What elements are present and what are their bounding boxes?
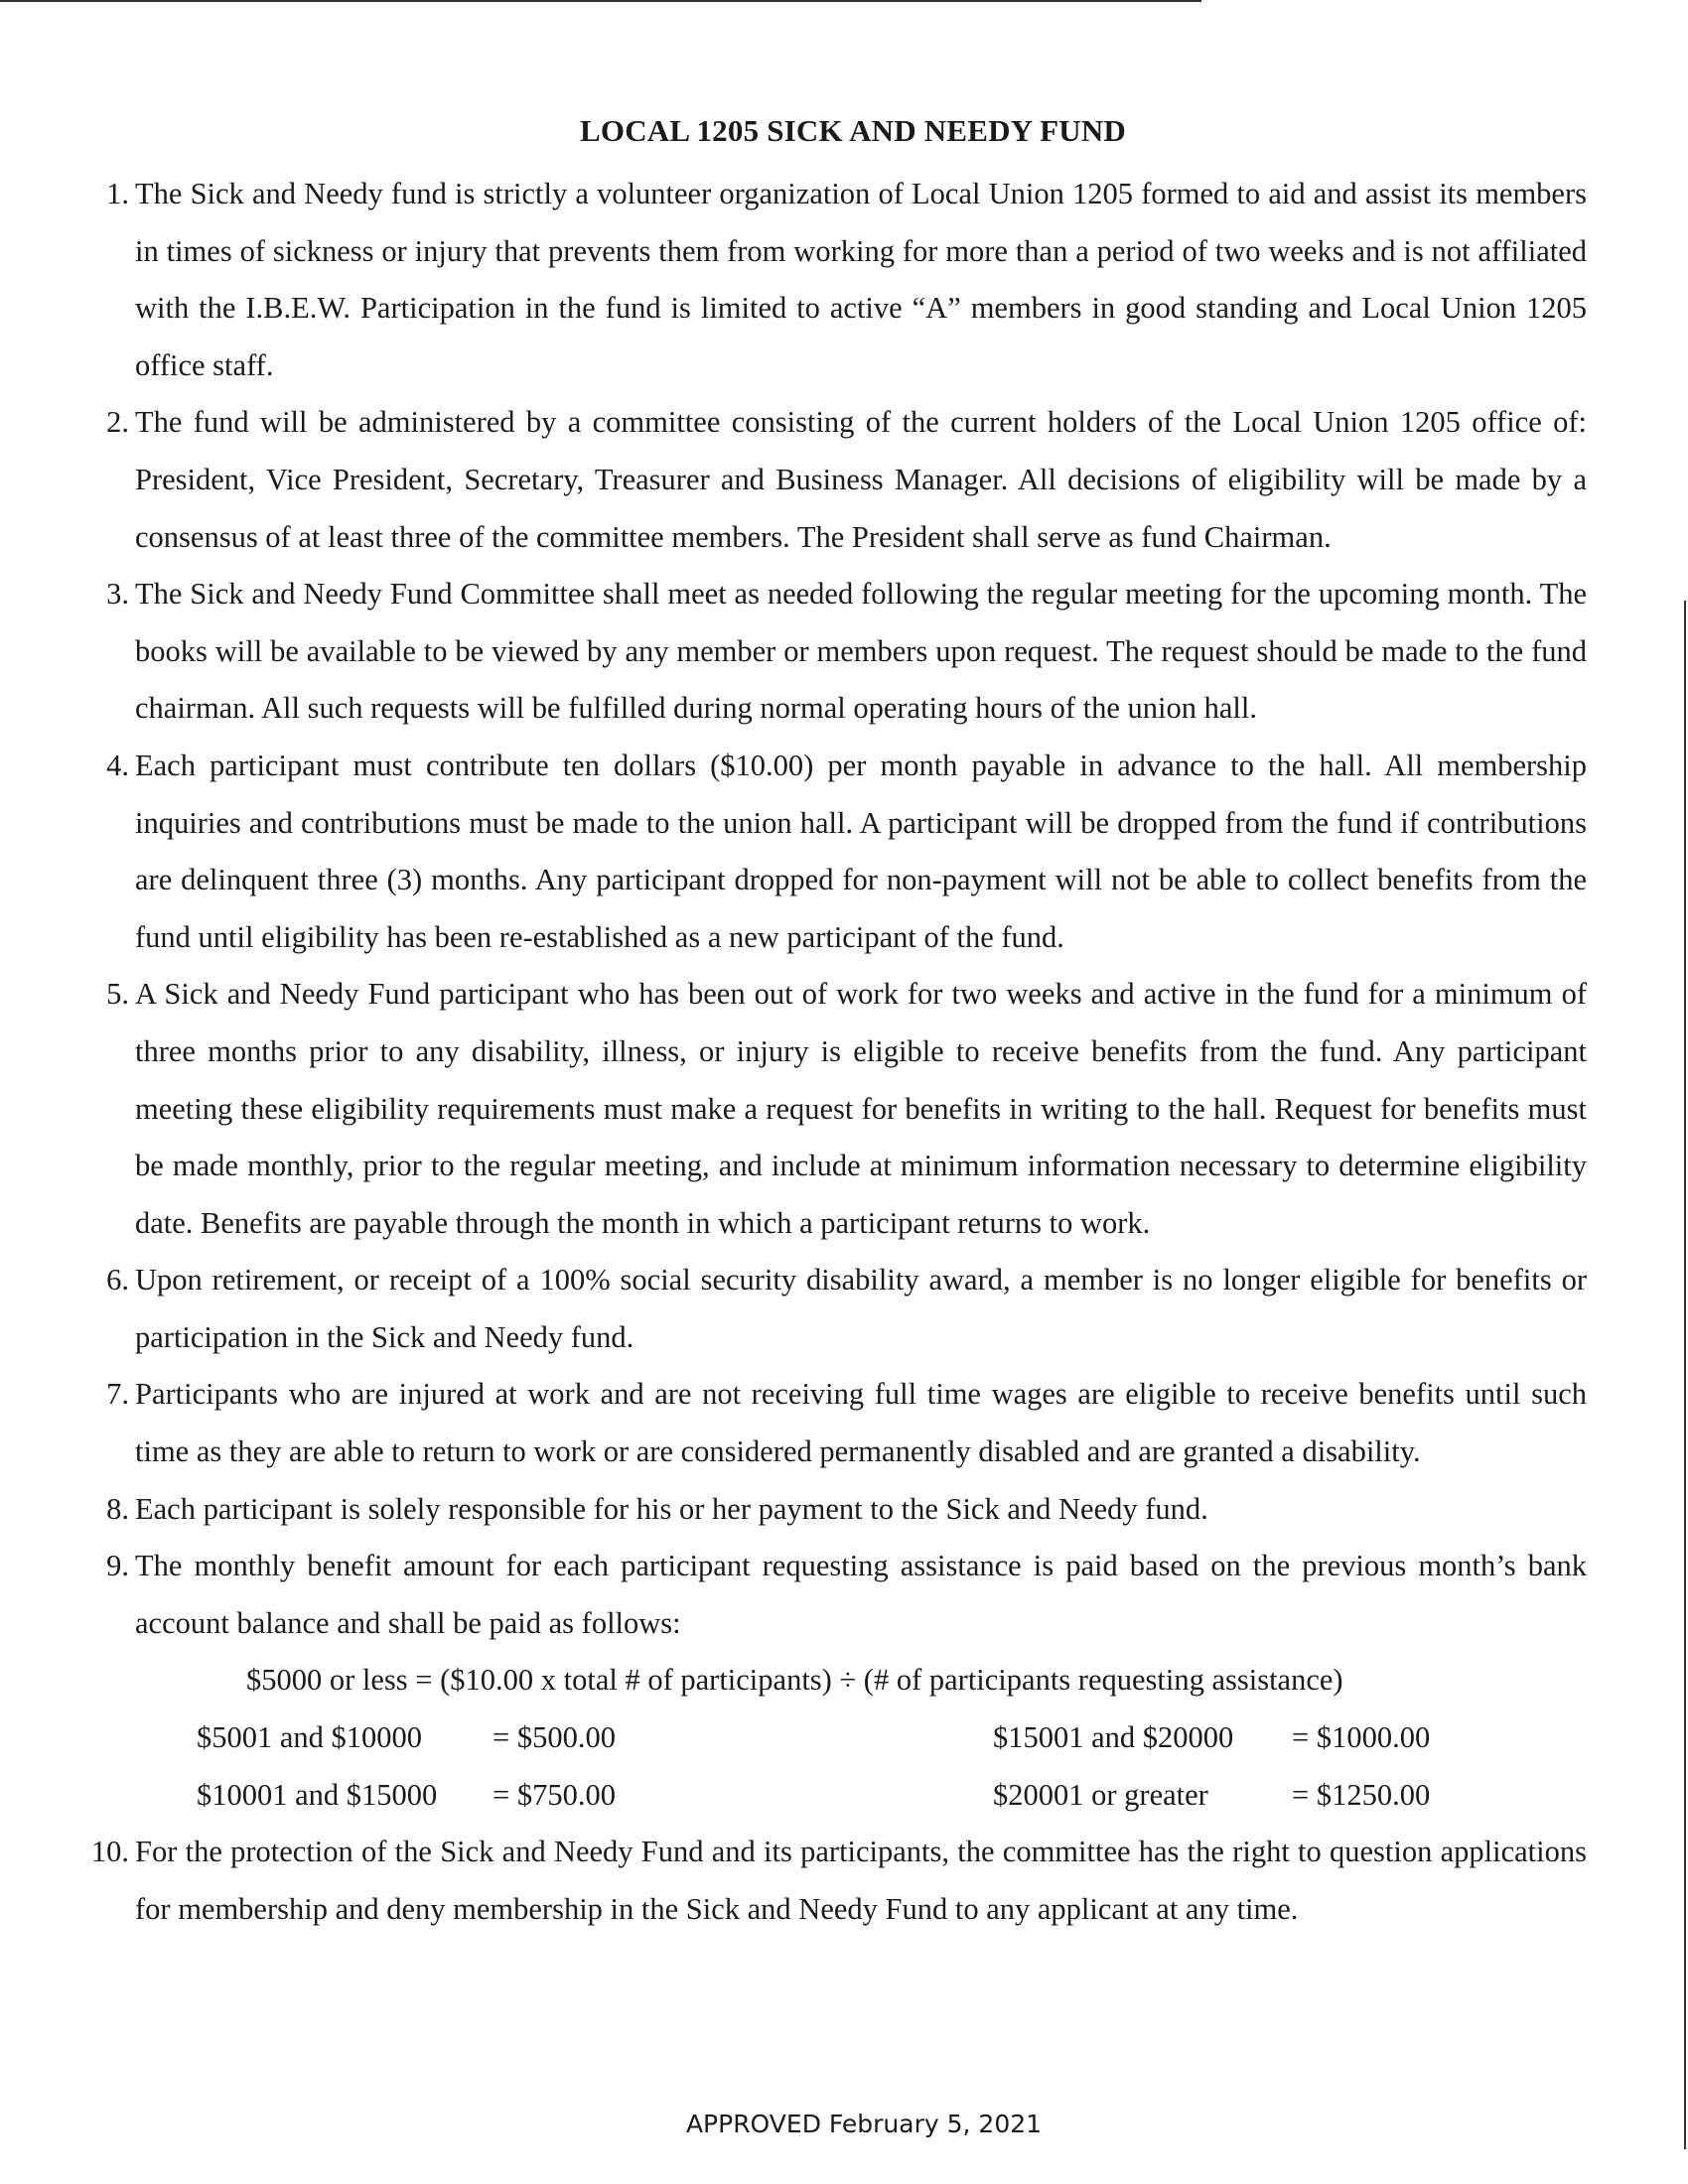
- item-text: Participants who are injured at work and are not receiving full time wages are eligible to receive benefits until such time as they are able to return to work or are considered permanently disabled and are granted a disability.: [135, 1377, 1587, 1469]
- balance-range: $20001 or greater: [993, 1777, 1208, 1812]
- item-number: 8.: [106, 1491, 129, 1526]
- benefit-row: [135, 1767, 1587, 1825]
- item-text: Each participant must contribute ten dollars ($10.00) per month payable in advance to the hall. All membership inquiries and contributions must be made to the union hall. A participant will be dropped from the fund if contributions are delinquent three (3) months. Any participant dropped for non-payment will not be able to collect benefits from the fund until eligibility has been re-established as a new participant of the fund.: [135, 748, 1587, 954]
- list-item: [0, 566, 1587, 738]
- item-number: 4.: [106, 748, 129, 782]
- item-text: The monthly benefit amount for each participant requesting assistance is paid based on the previous month’s bank account balance and shall be paid as follows:: [135, 1549, 1587, 1640]
- benefit-formula: $5000 or less = ($10.00 x total # of participants) ÷ (# of participants requesting assistance): [246, 1663, 1343, 1698]
- benefit-amount: = $750.00: [492, 1777, 616, 1812]
- item-number: 9.: [106, 1549, 129, 1583]
- balance-range: $15001 and $20000: [993, 1720, 1234, 1755]
- item-number: 6.: [106, 1263, 129, 1297]
- benefit-amount: = $1000.00: [1292, 1720, 1431, 1755]
- top-rule: [0, 0, 1201, 2]
- item-text: For the protection of the Sick and Needy Fund and its participants, the committee has the right to question applications for membership and deny membership in the Sick and Needy Fund to any applicant at any time.: [135, 1835, 1587, 1926]
- item-text: A Sick and Needy Fund participant who has been out of work for two weeks and active in the fund for a minimum of three months prior to any disability, illness, or injury is eligible to receive benefits from the fund. Any participant meeting these eligibility requirements must make a request for benefits in writing to the hall. Request for benefits must be made monthly, prior to the regular meeting, and include at minimum information necessary to determine eligibility date. Benefits are payable through the month in which a participant returns to work.: [135, 977, 1587, 1240]
- approval-footer: APPROVED February 5, 2021: [685, 2110, 1043, 2138]
- item-number: 5.: [106, 977, 129, 1012]
- item-text: The fund will be administered by a committee consisting of the current holders of the Local Union 1205 office of: President, Vice President, Secretary, Treasurer and Business Manager. All decisions of eligibility will be made by a consensus of at least three of the committee members. The President shall serve as fund Chairman.: [135, 405, 1587, 554]
- list-item: [0, 966, 1587, 1252]
- list-item: [0, 1252, 1587, 1366]
- item-number: 3.: [106, 577, 129, 612]
- list-item: [0, 738, 1587, 966]
- benefit-row: [135, 1709, 1587, 1767]
- list-item: [0, 1538, 1587, 1824]
- list-item: [0, 166, 1587, 394]
- list-item: [0, 1824, 1587, 1938]
- item-text: The Sick and Needy Fund Committee shall meet as needed following the regular meeting for the upcoming month. The books will be available to be viewed by any member or members upon request. The request should be made to the fund chairman. All such requests will be fulfilled during normal operating hours of the union hall.: [135, 577, 1587, 726]
- item-text: Each participant is solely responsible for his or her payment to the Sick and Needy fund.: [135, 1491, 1208, 1526]
- rules-list: [0, 166, 1688, 1938]
- item-text: Upon retirement, or receipt of a 100% social security disability award, a member is no longer eligible for benefits or participation in the Sick and Needy fund.: [135, 1263, 1587, 1354]
- item-text: The Sick and Needy fund is strictly a volunteer organization of Local Union 1205 formed to aid and assist its members in times of sickness or injury that prevents them from working for more than a period of two weeks and is not affiliated with the I.B.E.W. Participation in the fund is limited to active “A” members in good standing and Local Union 1205 office staff.: [135, 177, 1587, 382]
- list-item: [0, 394, 1587, 566]
- balance-range: $10001 and $15000: [197, 1777, 438, 1812]
- benefit-amount: = $1250.00: [1292, 1777, 1431, 1812]
- benefit-amount: = $500.00: [492, 1720, 616, 1755]
- balance-range: $5001 and $10000: [197, 1720, 423, 1755]
- list-item: [0, 1366, 1587, 1480]
- document-title: LOCAL 1205 SICK AND NEEDY FUND: [580, 113, 1126, 148]
- list-item: [0, 1481, 1587, 1539]
- item-number: 10.: [90, 1835, 129, 1869]
- item-number: 1.: [106, 177, 129, 210]
- item-number: 2.: [106, 405, 129, 440]
- item-number: 7.: [106, 1377, 129, 1412]
